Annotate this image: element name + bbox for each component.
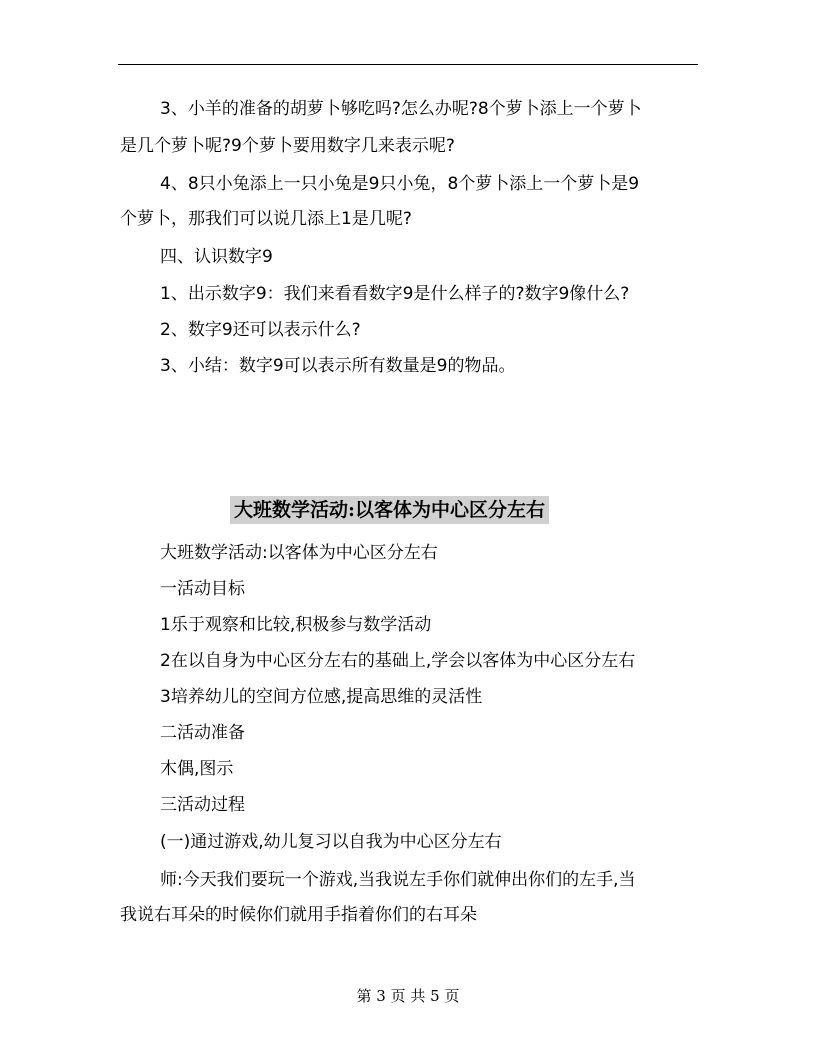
paragraph-line: 1乐于观察和比较,积极参与数学活动 <box>160 615 432 635</box>
paragraph-line: 3培养幼儿的空间方位感,提高思维的灵活性 <box>160 687 483 707</box>
page-number: 第 3 页 共 5 页 <box>356 987 460 1005</box>
paragraph-line: 2、数字9还可以表示什么? <box>160 320 361 340</box>
section-heading: 一活动目标 <box>160 579 245 599</box>
paragraph-line: 是几个萝卜呢?9个萝卜要用数字几来表示呢? <box>120 136 455 156</box>
paragraph-line: 大班数学活动:以客体为中心区分左右 <box>160 543 438 563</box>
section-heading: 二活动准备 <box>160 723 245 743</box>
paragraph-line: 2在以自身为中心区分左右的基础上,学会以客体为中心区分左右 <box>160 651 636 671</box>
paragraph-line: (一)通过游戏,幼儿复习以自我为中心区分左右 <box>160 832 502 852</box>
paragraph-line: 1、出示数字9：我们来看看数字9是什么样子的?数字9像什么? <box>160 284 630 304</box>
paragraph-line: 师:今天我们要玩一个游戏,当我说左手你们就伸出你们的左手,当 <box>160 870 636 890</box>
paragraph-line: 3、小结：数字9可以表示所有数量是9的物品。 <box>160 356 516 376</box>
header-rule <box>118 64 698 65</box>
paragraph-line: 个萝卜，那我们可以说几添上1是几呢? <box>120 209 412 229</box>
paragraph-line: 我说右耳朵的时候你们就用手指着你们的右耳朵 <box>120 905 477 925</box>
section-heading: 四、认识数字9 <box>160 247 273 267</box>
section-heading: 三活动过程 <box>160 795 245 815</box>
paragraph-line: 4、8只小兔添上一只小兔是9只小兔，8个萝卜添上一个萝卜是9 <box>160 174 640 194</box>
paragraph-line: 木偶,图示 <box>160 759 234 779</box>
paragraph-line: 3、小羊的准备的胡萝卜够吃吗?怎么办呢?8个萝卜添上一个萝卜 <box>160 99 642 119</box>
document-title: 大班数学活动:以客体为中心区分左右 <box>230 496 549 524</box>
